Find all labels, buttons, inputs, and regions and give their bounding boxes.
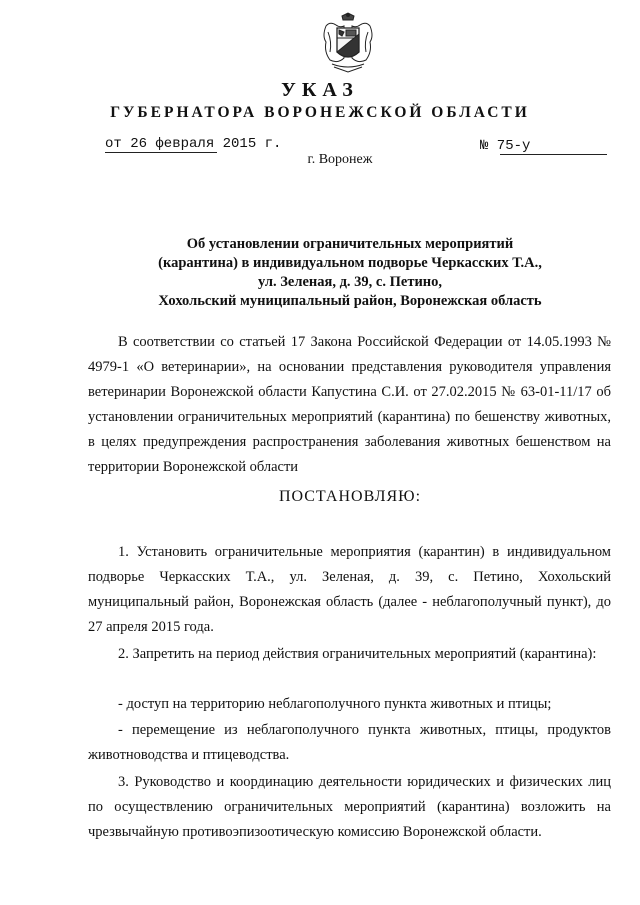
city-name: г. Воронеж (307, 152, 373, 167)
item-1-text: 1. Установить ограничительные мероприятия (карантин) в индивидуальном подворье Черкасских Т.А., ул. Зеленая, д. 39, с. Петино, Хохольский муниципальный район, Воронежская область (далее - неблагополучный пункт), до 27 апреля 2015 года. (88, 544, 611, 635)
preamble-paragraph (88, 330, 611, 480)
heading-line-3: ул. Зеленая, д. 39, с. Петино, (257, 274, 443, 290)
decree-date (105, 136, 281, 152)
decree-heading (0, 235, 640, 311)
preamble-text: В соответствии со статьей 17 Закона Российской Федерации от 14.05.1993 № 4979-1 «О ветеринарии», на основании представления руководителя управления ветеринарии Воронежской области Капустина С.И. от 27.02.2015 № 63-01-11/17 об установлении ограничительных мероприятий (карантина) по бешенству животных, в целях предупреждения распространения заболевания животных бешенством на территории Воронежской области (88, 334, 611, 475)
decree-date-text: от 26 февраля 2015 г. (105, 136, 282, 152)
item-2a-paragraph (88, 692, 611, 717)
item-2b-paragraph (88, 718, 611, 768)
item-2-paragraph (88, 642, 611, 667)
heading-line-4: Хохольский муниципальный район, Воронежская область (158, 293, 542, 309)
item-1-paragraph (88, 540, 611, 640)
document-title: УКАЗ (281, 79, 359, 101)
item-2b-text: - перемещение из неблагополучного пункта животных, птицы, продуктов животноводства и птицеводства. (88, 722, 611, 763)
heading-line-2: (карантина) в индивидуальном подворье Черкасских Т.А., (158, 255, 542, 271)
item-2a-text: - доступ на территорию неблагополучного пункта животных и птицы; (118, 696, 552, 712)
decree-number-text: № 75-у (480, 138, 531, 154)
heading-line-1: Об установлении ограничительных мероприятий (186, 236, 514, 252)
item-3-text: 3. Руководство и координацию деятельности юридических и физических лиц по осуществлению ограничительных мероприятий (карантина) возложить на чрезвычайную противоэпизоотическую комиссию Воронежской области. (88, 774, 611, 840)
item-2-text: 2. Запретить на период действия ограничительных мероприятий (карантина): (118, 646, 597, 662)
item-3-paragraph (88, 770, 611, 845)
coat-of-arms-icon (320, 12, 376, 74)
decree-word: ПОСТАНОВЛЯЮ: (278, 488, 422, 505)
document-subtitle: ГУБЕРНАТОРА ВОРОНЕЖСКОЙ ОБЛАСТИ (110, 104, 530, 121)
